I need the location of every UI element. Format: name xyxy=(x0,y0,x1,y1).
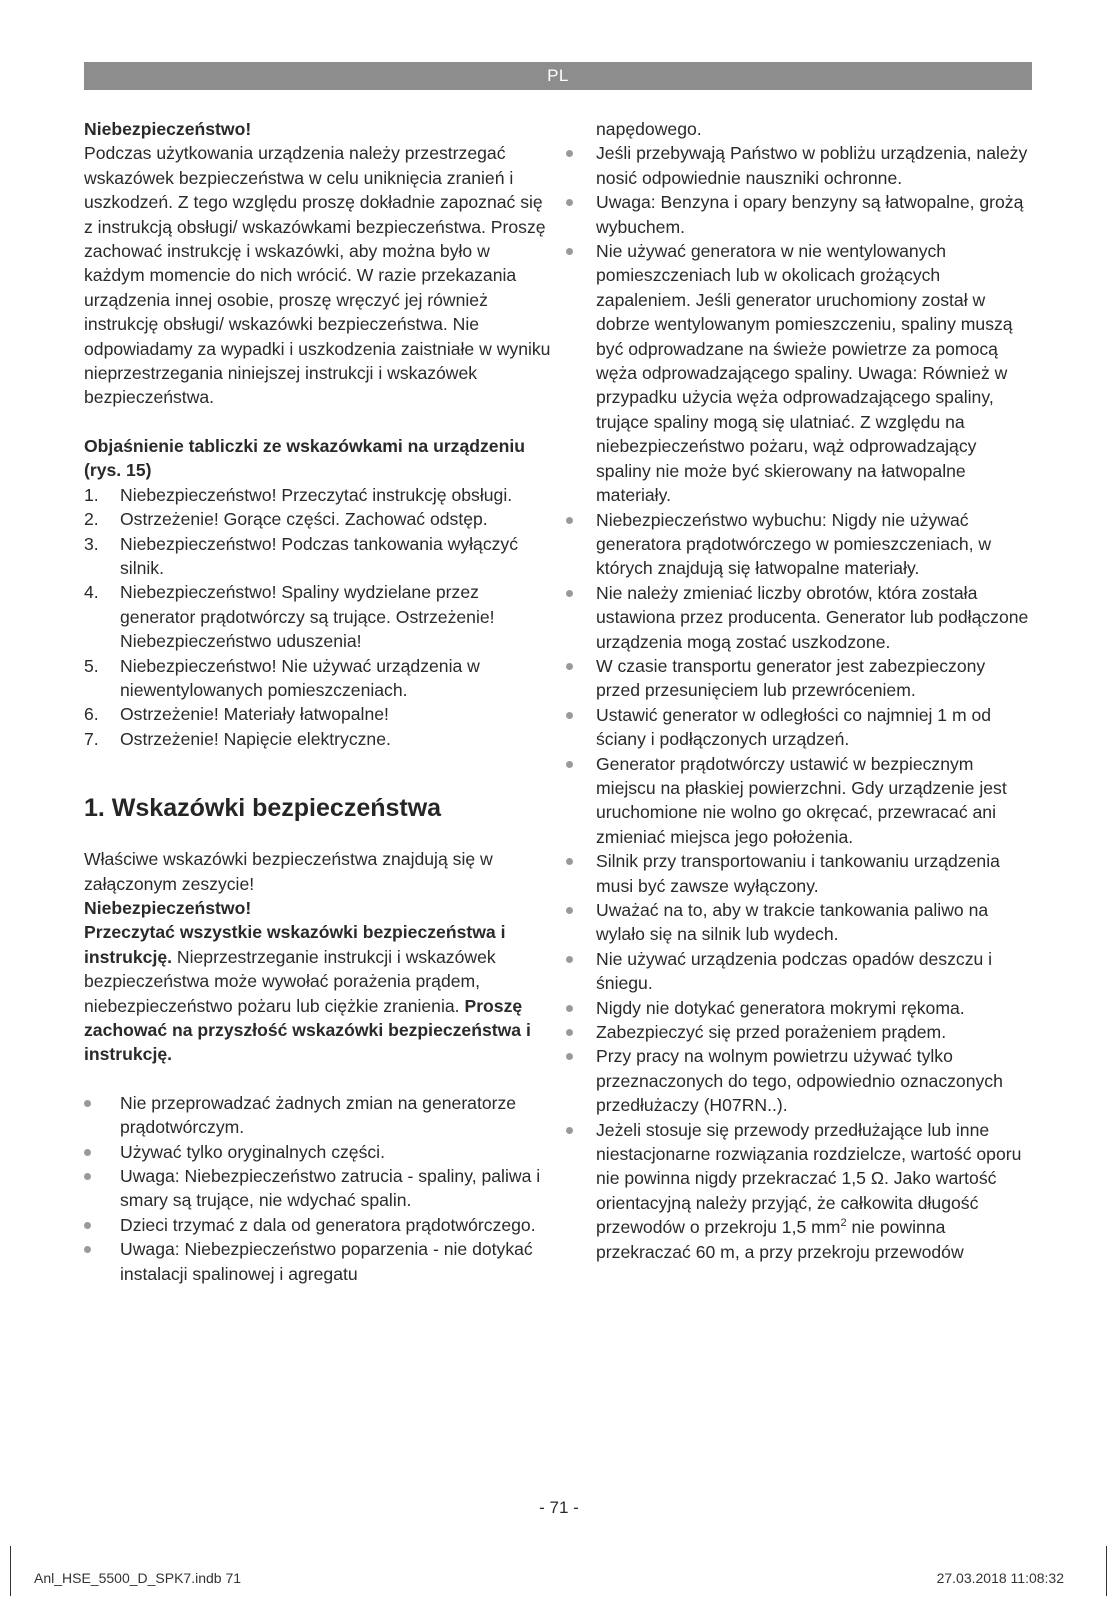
bullet-dot-icon xyxy=(566,1029,573,1036)
bullet-item: Generator prądotwórczy ustawić w bezpiecznym miejscu na płaskiej powierzchni. Gdy urządzenie jest uruchomione nie wolno go okręcać, przewracać ani zmieniać miejsca jego położenia. xyxy=(596,752,1032,850)
bullet-dot-icon xyxy=(566,590,573,597)
left-bullet-list xyxy=(84,1091,552,1286)
bullet-dot-icon xyxy=(566,761,573,768)
plate-heading: Objaśnienie tabliczki ze wskazówkami na urządzeniu (rys. 15) xyxy=(84,435,525,481)
bullet-dot-icon xyxy=(84,1173,91,1180)
bullet-dot-icon xyxy=(566,858,573,865)
bullet-item: Ustawić generator w odległości co najmniej 1 m od ściany i podłączonych urządzeń. xyxy=(596,703,1032,752)
bullet-item: Silnik przy transportowaniu i tankowaniu urządzenia musi być zawsze wyłączony. xyxy=(596,849,1032,898)
crop-mark-left xyxy=(10,1546,11,1596)
danger-heading: Niebezpieczeństwo! xyxy=(84,119,252,139)
bullet-item: Uważać na to, aby w trakcie tankowania paliwo na wylało się na silnik lub wydech. xyxy=(596,898,1032,947)
bullet-dot-icon xyxy=(566,199,573,206)
bullet-item: Jeśli przebywają Państwo w pobliżu urządzenia, należy nosić odpowiednie nauszniki ochronne. xyxy=(596,141,1032,190)
bullet-dot-icon xyxy=(566,907,573,914)
footer-datetime: 27.03.2018 11:08:32 xyxy=(936,1570,1064,1586)
bullet-item: Uwaga: Niebezpieczeństwo poparzenia - nie dotykać instalacji spalinowej i agregatu xyxy=(84,1237,552,1286)
right-column xyxy=(596,117,1032,1264)
bullet-item: Jeżeli stosuje się przewody przedłużające lub inne niestacjonarne rozwiązania rozdzielcze, wartość oporu nie powinna nigdy przekraczać 1,5 Ω. Jako wartość orientacyjną należy przyjąć, że całkowita długość przewodów o przekroju 1,5 $mm^2$ nie powinna przekraczać 60 m, a przy przekroju przewodów xyxy=(596,1118,1032,1264)
language-header-bar xyxy=(84,62,1032,90)
read-all-paragraph: Przeczytać wszystkie wskazówki bezpieczeństwa i instrukcję. Nieprzestrzeganie instrukcji i wskazówek bezpieczeństwa może wywołać porażenia prądem, niebezpieczeństwo pożaru lub ciężkie zranienia. Proszę zachować na przyszłość wskazówki bezpieczeństwa i instrukcję. xyxy=(84,922,531,1065)
bullet-item: Używać tylko oryginalnych części. xyxy=(84,1140,552,1164)
bullet-dot-icon xyxy=(84,1149,91,1156)
bullet-dot-icon xyxy=(84,1246,91,1253)
bullet-dot-icon xyxy=(566,1053,573,1060)
bullet-item: Przy pracy na wolnym powietrzu używać tylko przeznaczonych do tego, odpowiednio oznaczonych przedłużaczy (H07RN..). xyxy=(596,1044,1032,1117)
plate-list-item: 7. Ostrzeżenie! Napięcie elektryczne. xyxy=(84,728,391,749)
bullet-dot-icon xyxy=(566,517,573,524)
plate-list-item: 2. Ostrzeżenie! Gorące części. Zachować odstęp. xyxy=(84,509,488,530)
plate-list-item: 3. Niebezpieczeństwo! Podczas tankowania wyłączyć silnik. xyxy=(84,533,519,578)
bullet-item: Nie używać generatora w nie wentylowanych pomieszczeniach lub w okolicach grożących zapaleniem. Jeśli generator uruchomiony został w dobrze wentylowanym pomieszczeniu, spaliny muszą być odprowadzane na świeże powietrze za pomocą węża odprowadzającego spaliny. Uwaga: Również w przypadku użycia węża odprowadzającego spaliny, trujące spaliny mogą się ulatniać. Z względu na niebezpieczeństwo pożaru, wąż odprowadzający spaliny nie może być skierowany na łatwopalne materiały. xyxy=(596,239,1032,507)
bullet-item: Niebezpieczeństwo wybuchu: Nigdy nie używać generatora prądotwórczego w pomieszczeniach, w których znajdują się łatwopalne materiały. xyxy=(596,508,1032,581)
bullet-item: Nigdy nie dotykać generatora mokrymi rękoma. xyxy=(596,996,1032,1020)
intro-paragraph: Podczas użytkowania urządzenia należy przestrzegać wskazówek bezpieczeństwa w celu uniknięcia zranień i uszkodzeń. Z tego względu proszę dokładnie zapoznać się z instrukcją obsługi/ wskazówkami bezpieczeństwa. Proszę zachować instrukcję i wskazówki, aby można było w każdym momencie do nich wrócić. W razie przekazania urządzenia innej osobie, proszę wręczyć jej również instrukcję obsługi/ wskazówki bezpieczeństwa. Nie odpowiadamy za wypadki i uszkodzenia zaistniałe w wyniku nieprzestrzegania niniejszej instrukcji i wskazówek bezpieczeństwa. xyxy=(84,143,551,408)
plate-list xyxy=(84,483,552,751)
bullet-item: Nie używać urządzenia podczas opadów deszczu i śniegu. xyxy=(596,947,1032,996)
bullet-item: Dzieci trzymać z dala od generatora prądotwórczego. xyxy=(84,1213,552,1237)
bullet-dot-icon xyxy=(566,712,573,719)
page-number: - 71 - xyxy=(539,1498,579,1517)
bullet-item: Uwaga: Niebezpieczeństwo zatrucia - spaliny, paliwa i smary są trujące, nie wdychać spalin. xyxy=(84,1164,552,1213)
bullet-dot-icon xyxy=(566,248,573,255)
crop-mark-right xyxy=(1106,1546,1107,1596)
bullet-item: Zabezpieczyć się przed porażeniem prądem. xyxy=(596,1020,1032,1044)
language-code: PL xyxy=(547,66,569,85)
right-bullet-list xyxy=(596,141,1032,1264)
bullet-item: W czasie transportu generator jest zabezpieczony przed przesunięciem lub przewróceniem. xyxy=(596,654,1032,703)
bullet-dot-icon xyxy=(566,956,573,963)
bullet-dot-icon xyxy=(566,1127,573,1134)
bullet-dot-icon xyxy=(566,150,573,157)
bullet-dot-icon xyxy=(566,663,573,670)
bullet-dot-icon xyxy=(566,1005,573,1012)
continuation-text: napędowego. xyxy=(596,119,702,139)
bullet-dot-icon xyxy=(84,1100,91,1107)
plate-list-item: 4. Niebezpieczeństwo! Spaliny wydzielane przez generator prądotwórczy są trujące. Ostrzeżenie! Niebezpieczeństwo uduszenia! xyxy=(84,582,495,652)
bullet-dot-icon xyxy=(84,1222,91,1229)
bullet-item: Uwaga: Benzyna i opary benzyny są łatwopalne, grożą wybuchem. xyxy=(596,190,1032,239)
left-column xyxy=(84,117,552,1286)
bullet-item: Nie przeprowadzać żadnych zmian na generatorze prądotwórczym. xyxy=(84,1091,552,1140)
plate-list-item: 1. Niebezpieczeństwo! Przeczytać instrukcję obsługi. xyxy=(84,484,513,505)
section-intro: Właściwe wskazówki bezpieczeństwa znajdują się w załączonym zeszycie! xyxy=(84,849,493,894)
section-title: 1. Wskazówki bezpieczeństwa xyxy=(84,794,442,823)
bullet-item: Nie należy zmieniać liczby obrotów, która została ustawiona przez producenta. Generator lub podłączone urządzenia mogą zostać uszkodzone. xyxy=(596,581,1032,654)
plate-list-item: 6. Ostrzeżenie! Materiały łatwopalne! xyxy=(84,704,389,725)
plate-list-item: 5. Niebezpieczeństwo! Nie używać urządzenia w niewentylowanych pomieszczeniach. xyxy=(84,655,480,700)
danger-heading-2: Niebezpieczeństwo! xyxy=(84,897,252,918)
footer-file-name: Anl_HSE_5500_D_SPK7.indb 71 xyxy=(34,1570,242,1586)
